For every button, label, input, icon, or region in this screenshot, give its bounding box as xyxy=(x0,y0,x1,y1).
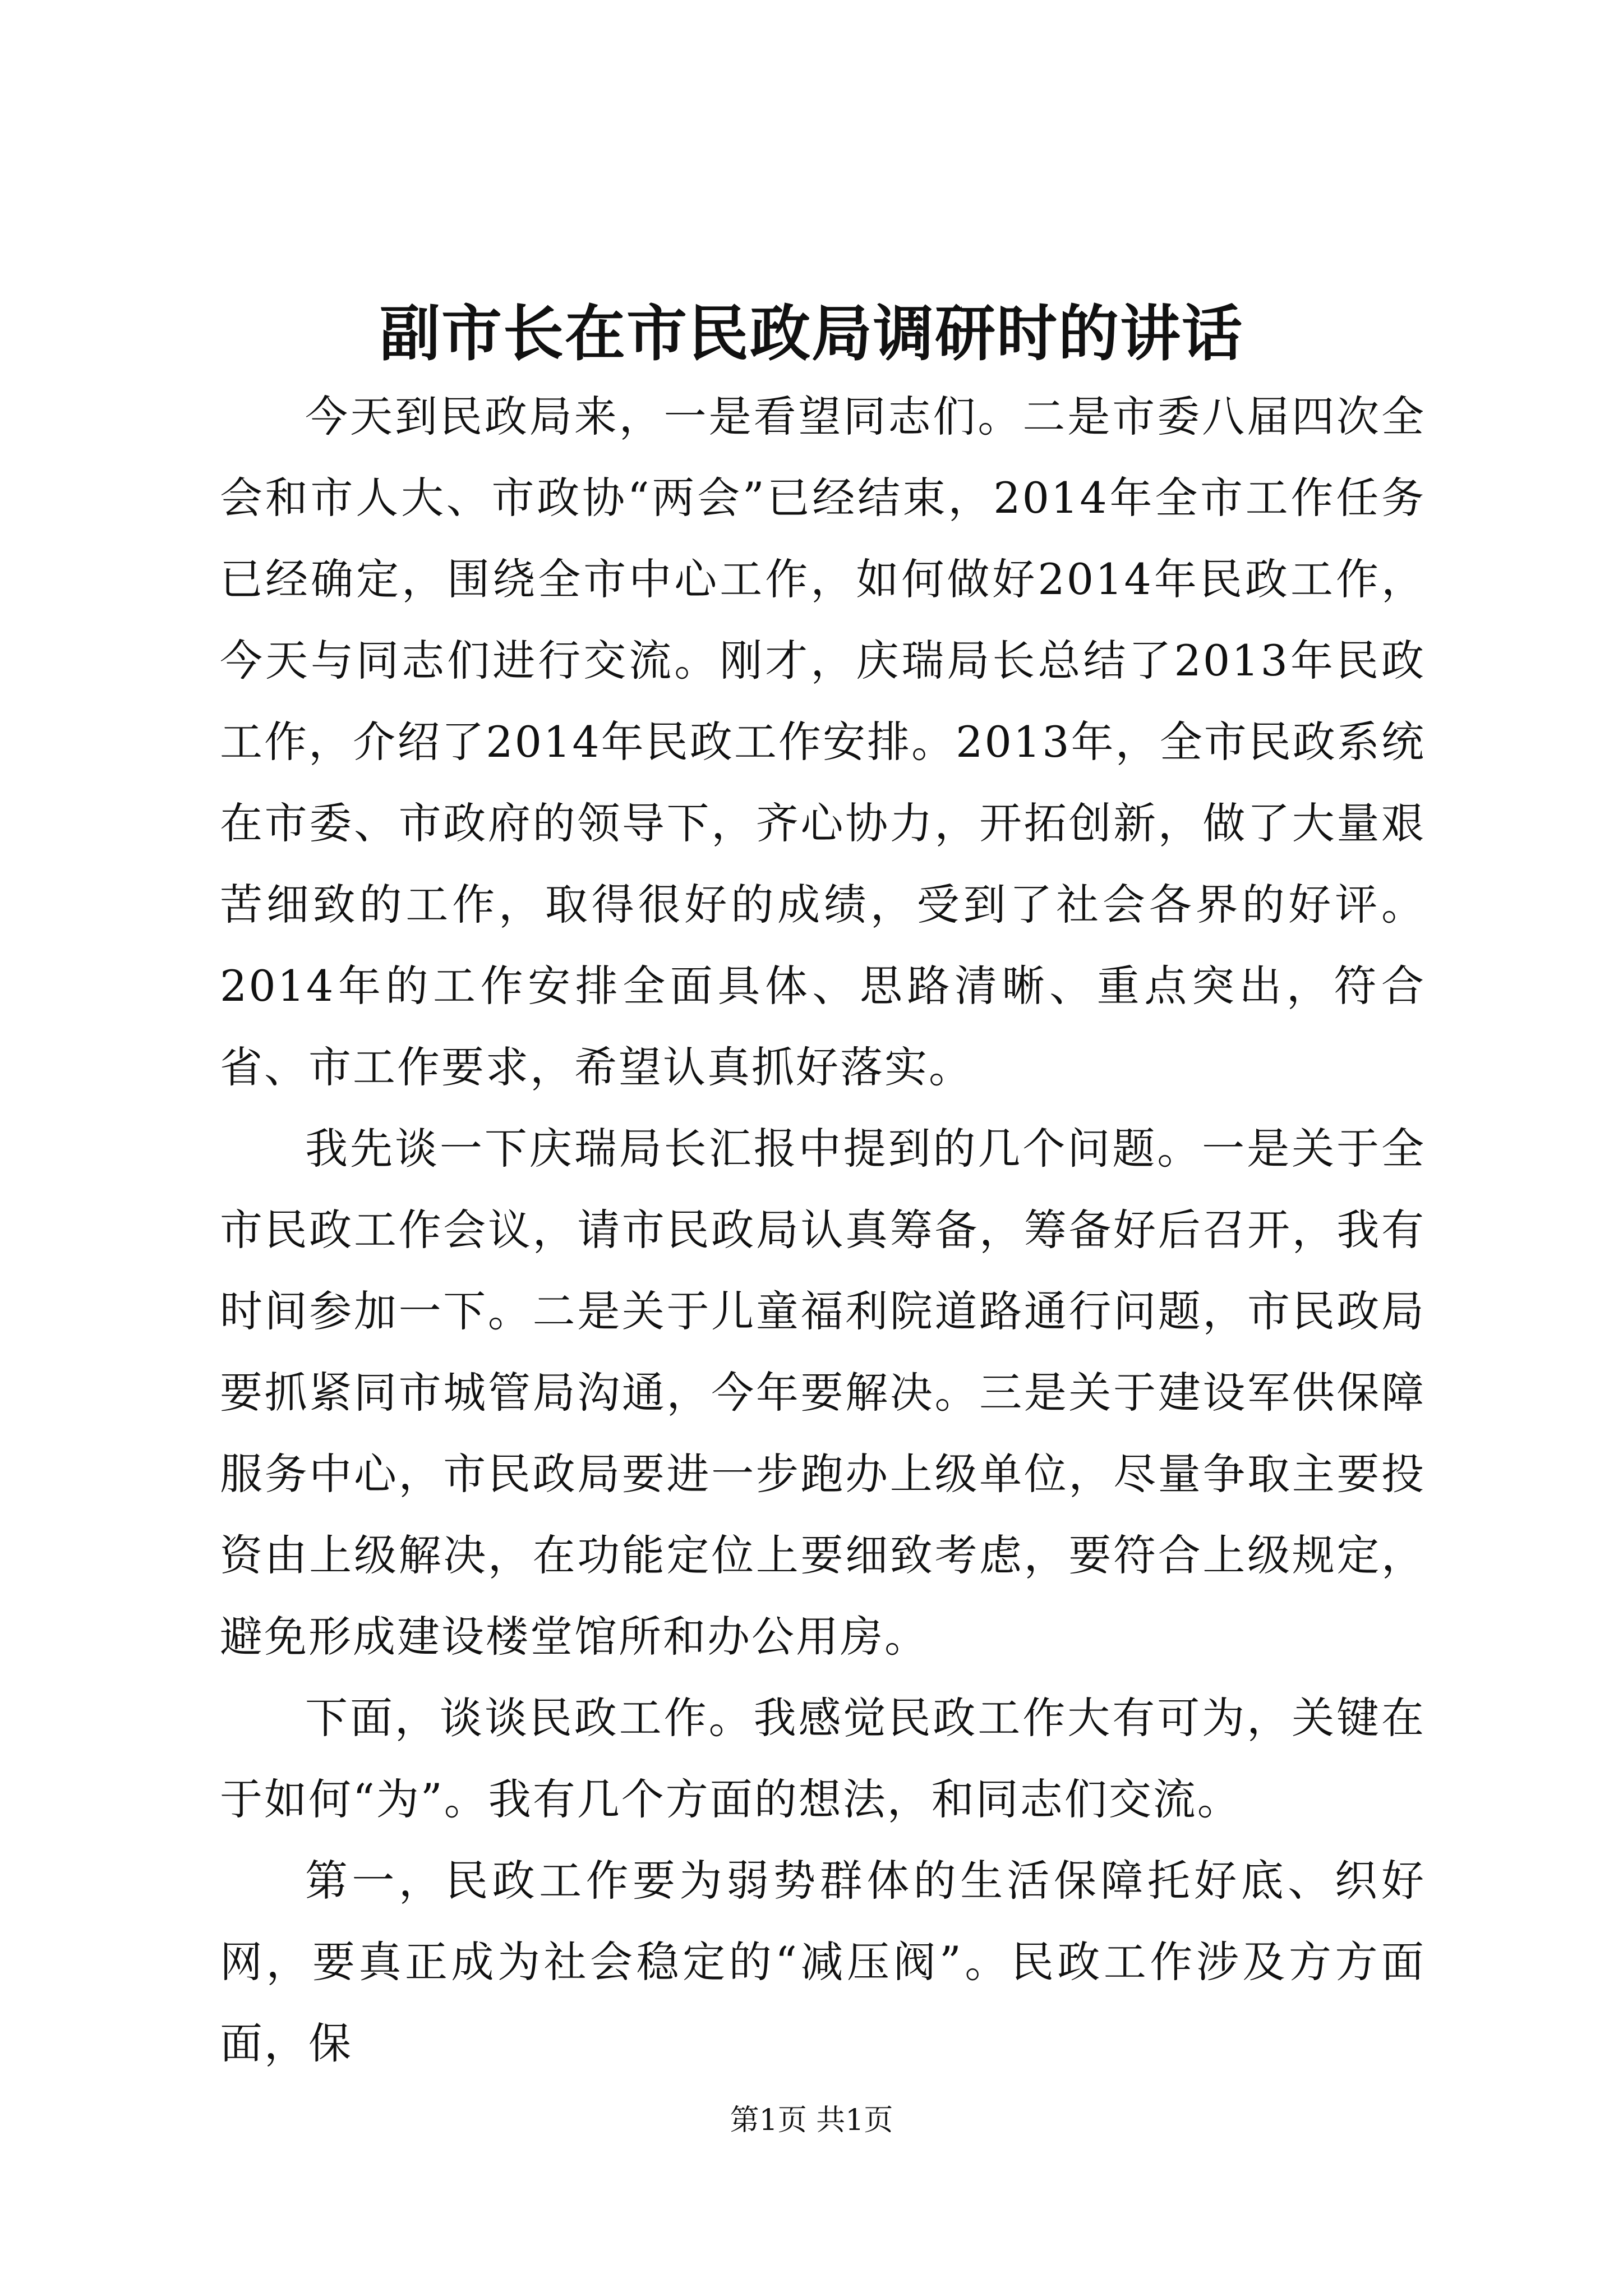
paragraph-4: 第一，民政工作要为弱势群体的生活保障托好底、织好网，要真正成为社会稳定的“减压阀”。民政工作涉及方方面面，保 xyxy=(220,1856,1426,2068)
paragraph-2: 我先谈一下庆瑞局长汇报中提到的几个问题。一是关于全市民政工作会议，请市民政局认真筹备，筹备好后召开，我有时间参加一下。二是关于儿童福利院道路通行问题，市民政局要抓紧同市城管局沟通，今年要解决。三是关于建设军供保障服务中心，市民政局要进一步跑办上级单位，尽量争取主要投资由上级解决，在功能定位上要细致考虑，要符合上级规定，避免形成建设楼堂馆所和办公用房。 xyxy=(220,1124,1426,1662)
document-body xyxy=(220,376,1426,2084)
paragraph-1: 今天到民政局来，一是看望同志们。二是市委八届四次全会和市人大、市政协“两会”已经结束，2014年全市工作任务已经确定，围绕全市中心工作，如何做好2014年民政工作，今天与同志们进行交流。刚才，庆瑞局长总结了2013年民政工作，介绍了2014年民政工作安排。2013年，全市民政系统在市委、市政府的领导下，齐心协力，开拓创新，做了大量艰苦细致的工作，取得很好的成绩，受到了社会各界的好评。2014年的工作安排全面具体、思路清晰、重点突出，符合省、市工作要求，希望认真抓好落实。 xyxy=(220,392,1426,1092)
paragraph-3: 下面，谈谈民政工作。我感觉民政工作大有可为，关键在于如何“为”。我有几个方面的想法，和同志们交流。 xyxy=(220,1693,1426,1824)
page-footer: 第1页 共1页 xyxy=(730,2104,893,2137)
document-title: 副市长在市民政局调研时的讲话 xyxy=(379,298,1243,369)
